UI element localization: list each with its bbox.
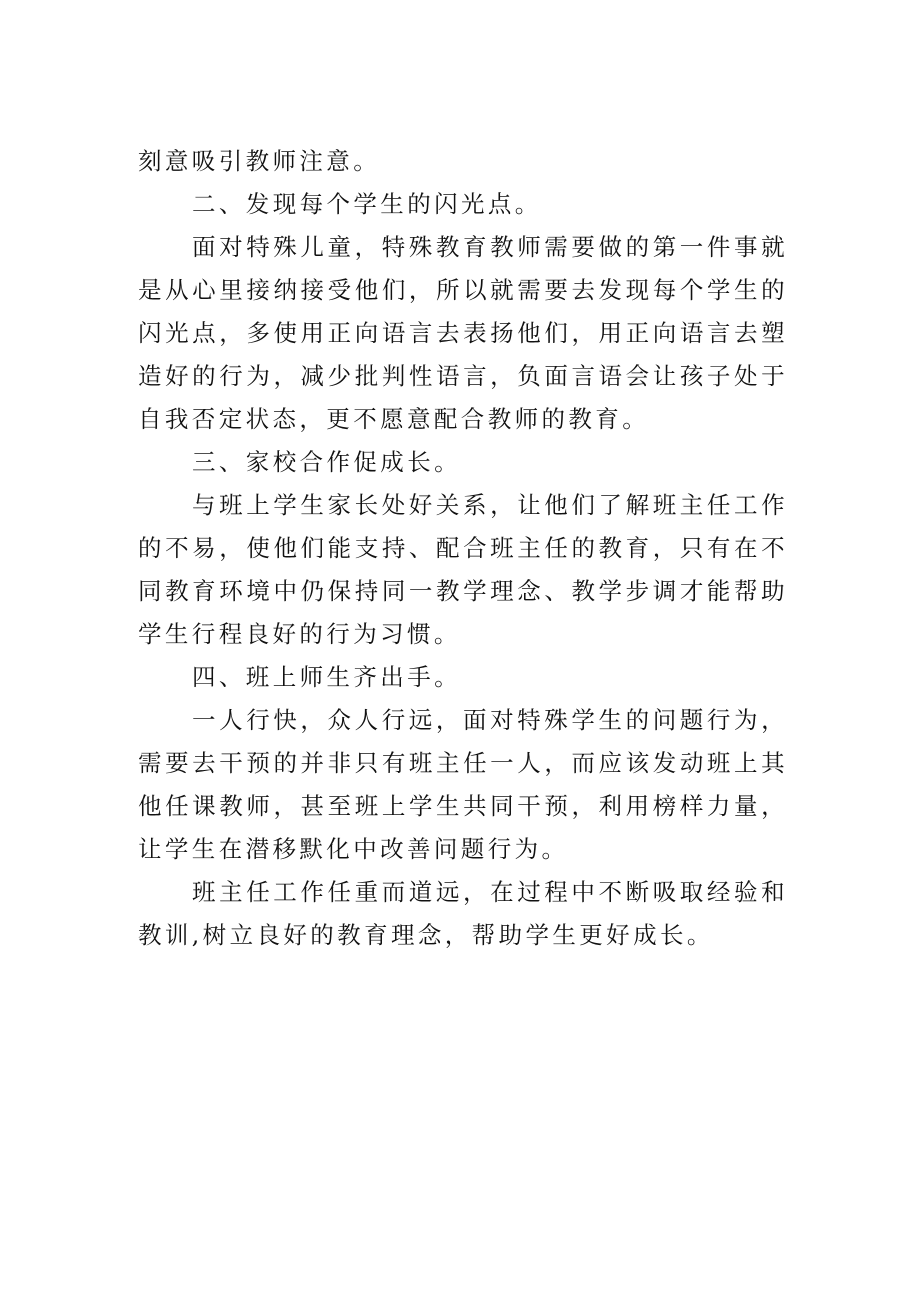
paragraph-section-4: 一人行快，众人行远，面对特殊学生的问题行为，需要去干预的并非只有班主任一人，而应该发动班上其他任课教师，甚至班上学生共同干预，利用榜样力量，让学生在潜移默化中改善问题行为。 (138, 706, 788, 863)
section-heading-2: 二、发现每个学生的闪光点。 (192, 190, 542, 218)
section-heading-4: 四、班上师生齐出手。 (192, 663, 461, 691)
paragraph-continuation: 刻意吸引教师注意。 (138, 147, 381, 175)
document-body (138, 140, 788, 957)
paragraph-section-3: 与班上学生家长处好关系，让他们了解班主任工作的不易，使他们能支持、配合班主任的教育，只有在不同教育环境中仍保持同一教学理念、教学步调才能帮助学生行程良好的行为习惯。 (138, 491, 788, 648)
paragraph-section-2: 面对特殊儿童，特殊教育教师需要做的第一件事就是从心里接纳接受他们，所以就需要去发现每个学生的闪光点，多使用正向语言去表扬他们，用正向语言去塑造好的行为，减少批判性语言，负面言语会让孩子处于自我否定状态，更不愿意配合教师的教育。 (138, 233, 788, 433)
section-heading-3: 三、家校合作促成长。 (192, 448, 461, 476)
paragraph-conclusion: 班主任工作任重而道远，在过程中不断吸取经验和教训,树立良好的教育理念，帮助学生更好成长。 (138, 878, 788, 949)
